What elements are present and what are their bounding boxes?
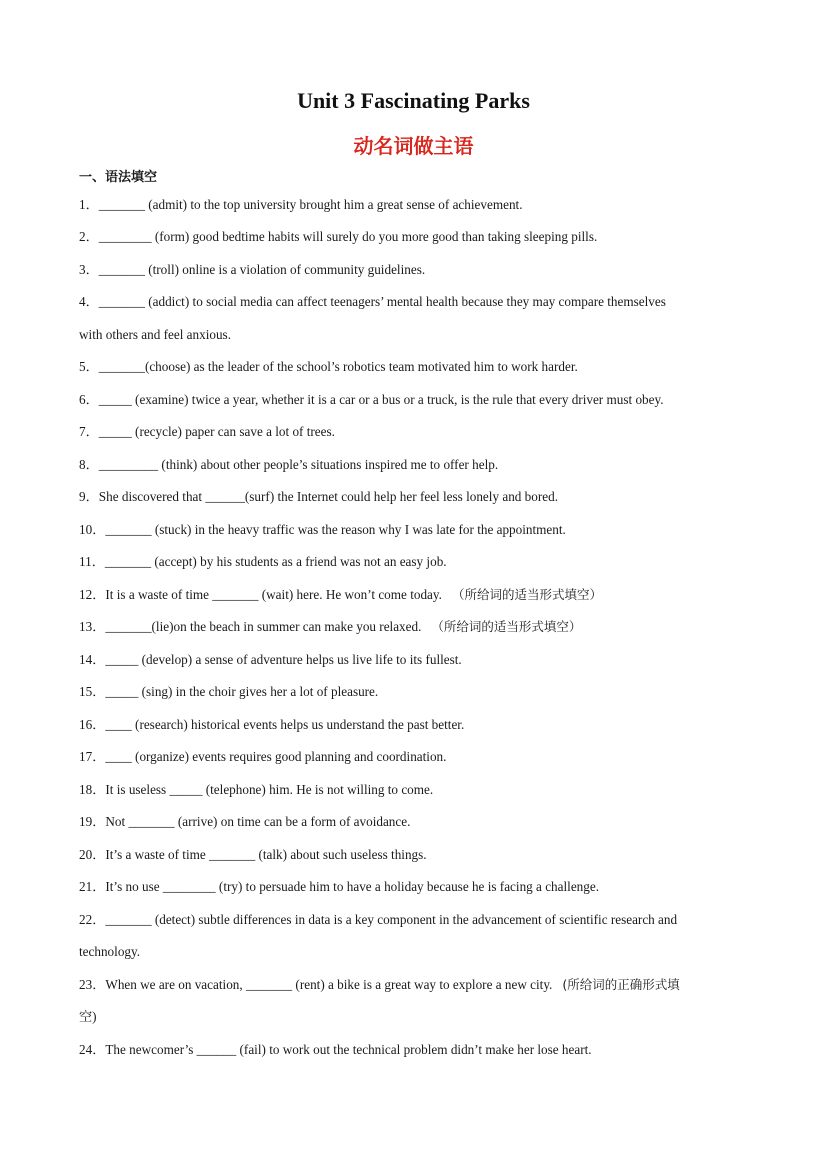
question-continuation: with others and feel anxious. (79, 327, 231, 342)
question-item (79, 554, 749, 570)
question-item (79, 912, 749, 928)
question-text: ____ (research) historical events helps us understand the past better. (105, 717, 465, 732)
question-text: _______ (accept) by his students as a friend was not an easy job. (104, 554, 447, 569)
question-item (79, 587, 749, 603)
question-continuation: 空) (79, 1009, 97, 1024)
question-number: 24． (79, 1042, 106, 1057)
question-item (79, 424, 749, 440)
question-number: 17． (79, 749, 106, 764)
question-text: It is useless _____ (telephone) him. He is not willing to come. (105, 782, 434, 797)
question-number: 10． (79, 522, 106, 537)
question-item (79, 392, 749, 408)
question-item (79, 197, 749, 213)
question-instruction-note: (所给词的正确形式填 (562, 977, 680, 992)
question-number: 21． (79, 879, 106, 894)
question-item (79, 782, 749, 798)
question-instruction-note: （所给词的适当形式填空） (451, 587, 602, 602)
question-item (79, 977, 749, 993)
question-number: 20． (79, 847, 106, 862)
question-text: The newcomer’s ______ (fail) to work out the technical problem didn’t make her lose heart. (105, 1042, 592, 1057)
question-item (79, 652, 749, 668)
question-item (79, 1042, 749, 1058)
question-item (79, 229, 749, 245)
question-number: 6． (79, 392, 99, 407)
question-item (79, 749, 749, 765)
question-item (79, 717, 749, 733)
question-item (79, 294, 749, 310)
question-item (79, 684, 749, 700)
question-text: _____ (sing) in the choir gives her a lot of pleasure. (105, 684, 379, 699)
question-item (79, 489, 749, 505)
question-text: _______(choose) as the leader of the school’s robotics team motivated him to work harder. (98, 359, 578, 374)
question-text: ____ (organize) events requires good planning and coordination. (105, 749, 447, 764)
question-text: _____ (examine) twice a year, whether it is a car or a bus or a truck, is the rule that every driver must obey. (98, 392, 664, 407)
question-text: _______ (detect) subtle differences in data is a key component in the advancement of scientific research and (105, 912, 678, 927)
question-item (79, 879, 749, 895)
question-number: 14． (79, 652, 106, 667)
question-number: 16． (79, 717, 106, 732)
question-instruction-note: （所给词的适当形式填空） (431, 619, 582, 634)
question-text: _______ (stuck) in the heavy traffic was the reason why I was late for the appointment. (105, 522, 566, 537)
question-text: ________ (form) good bedtime habits will surely do you more good than taking sleeping pills. (98, 229, 598, 244)
question-number: 22． (79, 912, 106, 927)
question-text: _____ (develop) a sense of adventure helps us live life to its fullest. (105, 652, 462, 667)
question-text: When we are on vacation, _______ (rent) a bike is a great way to explore a new city. (105, 977, 553, 992)
question-item (79, 457, 749, 473)
question-number: 3． (79, 262, 99, 277)
question-text: It’s no use ________ (try) to persuade him to have a holiday because he is facing a challenge. (105, 879, 600, 894)
question-number: 1． (79, 197, 99, 212)
question-number: 11． (79, 554, 105, 569)
question-text: _______ (admit) to the top university brought him a great sense of achievement. (98, 197, 523, 212)
page-subtitle: 动名词做主语 (353, 134, 474, 158)
question-text: It’s a waste of time _______ (talk) about such useless things. (105, 847, 427, 862)
question-number: 7． (79, 424, 99, 439)
question-continuation: technology. (79, 944, 141, 959)
question-number: 12． (79, 587, 106, 602)
question-text: _________ (think) about other people’s situations inspired me to offer help. (98, 457, 499, 472)
question-item (79, 619, 749, 635)
question-item (79, 814, 749, 830)
question-number: 19． (79, 814, 106, 829)
question-item (79, 262, 749, 278)
question-text: _______ (troll) online is a violation of community guidelines. (98, 262, 426, 277)
question-number: 13． (79, 619, 106, 634)
question-text: She discovered that ______(surf) the Internet could help her feel less lonely and bored. (98, 489, 558, 504)
question-text: _____ (recycle) paper can save a lot of trees. (98, 424, 335, 439)
question-number: 18． (79, 782, 106, 797)
question-text: _______ (addict) to social media can affect teenagers’ mental health because they may compare themselves (98, 294, 666, 309)
question-number: 8． (79, 457, 99, 472)
question-number: 15． (79, 684, 106, 699)
question-number: 23． (79, 977, 106, 992)
question-number: 4． (79, 294, 99, 309)
question-text: Not _______ (arrive) on time can be a form of avoidance. (105, 814, 411, 829)
question-item (79, 522, 749, 538)
page-title: Unit 3 Fascinating Parks (297, 88, 530, 113)
question-text: It is a waste of time _______ (wait) here. He won’t come today. (105, 587, 442, 602)
question-item (79, 359, 749, 375)
question-text: _______(lie)on the beach in summer can make you relaxed. (105, 619, 422, 634)
section-heading: 一、语法填空 (79, 170, 158, 185)
question-number: 9． (79, 489, 99, 504)
question-item (79, 847, 749, 863)
question-number: 5． (79, 359, 99, 374)
question-number: 2． (79, 229, 99, 244)
